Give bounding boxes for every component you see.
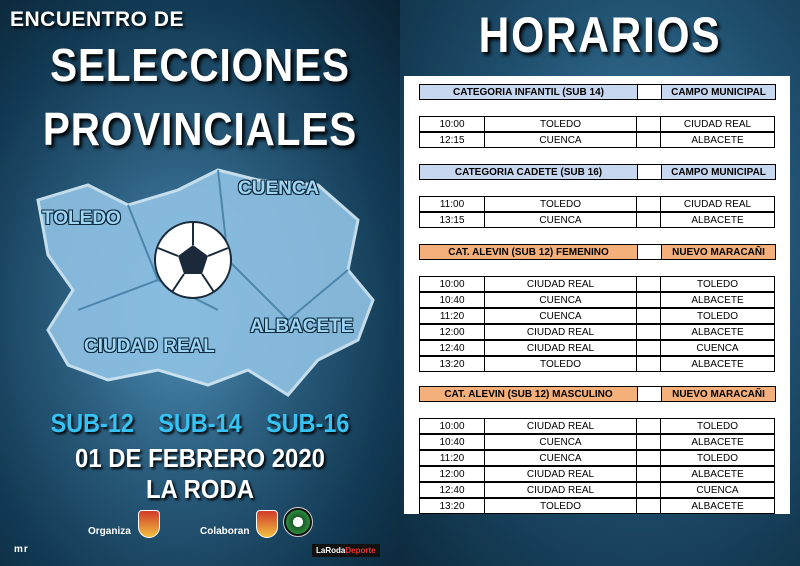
- gap-cell: [636, 340, 661, 356]
- gap-cell: [636, 212, 661, 228]
- table-row: [419, 482, 778, 498]
- match-home: CIUDAD REAL: [484, 276, 637, 292]
- match-away: ALBACETE: [660, 324, 775, 340]
- table-row: [419, 132, 778, 148]
- match-home: CUENCA: [484, 292, 637, 308]
- gap-cell: [636, 196, 661, 212]
- match-away: TOLEDO: [660, 276, 775, 292]
- match-home: CIUDAD REAL: [484, 324, 637, 340]
- match-time: 11:20: [419, 450, 485, 466]
- match-away: TOLEDO: [660, 418, 775, 434]
- match-away: TOLEDO: [660, 308, 775, 324]
- match-away: ALBACETE: [660, 466, 775, 482]
- match-away: TOLEDO: [660, 450, 775, 466]
- table-row: [419, 324, 778, 340]
- gap-cell: [636, 482, 661, 498]
- table-row: [419, 116, 778, 132]
- organizer-crest-icon: [138, 510, 160, 538]
- match-home: TOLEDO: [484, 196, 637, 212]
- match-home: TOLEDO: [484, 498, 637, 514]
- gap-cell: [636, 116, 661, 132]
- table-row: [419, 308, 778, 324]
- watermark-mark: mr: [14, 544, 29, 555]
- poster-title-line-1: SELECCIONES: [50, 39, 350, 91]
- section-header: [419, 244, 778, 260]
- categories: [20, 408, 380, 439]
- schedule-sheet: [404, 76, 790, 514]
- province-ciudad-real: CIUDAD REAL: [84, 336, 215, 357]
- section-venue: CAMPO MUNICIPAL: [661, 164, 776, 180]
- poster-subtitle: ENCUENTRO DE: [10, 8, 185, 31]
- brand-part-1: LaRoda: [316, 546, 346, 555]
- match-away: CIUDAD REAL: [660, 196, 775, 212]
- category-sub14: SUB-14: [158, 408, 242, 438]
- table-row: [419, 356, 778, 372]
- match-home: CUENCA: [484, 450, 637, 466]
- organiza-label: Organiza: [88, 526, 131, 537]
- category-sub12: SUB-12: [50, 408, 134, 438]
- match-away: ALBACETE: [660, 212, 775, 228]
- match-home: CUENCA: [484, 212, 637, 228]
- match-time: 10:00: [419, 418, 485, 434]
- table-row: [419, 292, 778, 308]
- table-row: [419, 498, 778, 514]
- match-away: ALBACETE: [660, 498, 775, 514]
- match-time: 10:00: [419, 116, 485, 132]
- region-map: [18, 160, 388, 400]
- match-away: CUENCA: [660, 482, 775, 498]
- province-toledo: TOLEDO: [42, 208, 121, 229]
- match-home: CIUDAD REAL: [484, 466, 637, 482]
- match-home: TOLEDO: [484, 356, 637, 372]
- match-away: CUENCA: [660, 340, 775, 356]
- gap-cell: [636, 418, 661, 434]
- section-header: [419, 84, 778, 100]
- gap-cell: [636, 292, 661, 308]
- match-time: 11:00: [419, 196, 485, 212]
- match-home: CIUDAD REAL: [484, 418, 637, 434]
- section-category: CAT. ALEVIN (SUB 12) MASCULINO: [419, 386, 638, 402]
- schedule-title: HORARIOS: [478, 7, 722, 63]
- gap-cell: [637, 244, 662, 260]
- section-venue: NUEVO MARACAÑI: [661, 386, 776, 402]
- gap-cell: [636, 308, 661, 324]
- gap-cell: [637, 386, 662, 402]
- colaboran-label: Colaboran: [200, 526, 250, 537]
- table-row: [419, 434, 778, 450]
- gap-cell: [637, 164, 662, 180]
- match-home: CIUDAD REAL: [484, 482, 637, 498]
- table-row: [419, 466, 778, 482]
- match-home: CUENCA: [484, 132, 637, 148]
- collaborator-crest-icon: [256, 510, 278, 538]
- table-row: [419, 196, 778, 212]
- table-row: [419, 212, 778, 228]
- table-row: [419, 276, 778, 292]
- match-time: 13:20: [419, 356, 485, 372]
- poster-title-line-2: PROVINCIALES: [42, 103, 358, 155]
- match-time: 13:15: [419, 212, 485, 228]
- match-time: 13:20: [419, 498, 485, 514]
- section-header: [419, 164, 778, 180]
- match-away: ALBACETE: [660, 434, 775, 450]
- gap-cell: [637, 84, 662, 100]
- gap-cell: [636, 356, 661, 372]
- section-venue: CAMPO MUNICIPAL: [661, 84, 776, 100]
- collaborator-badge-icon: [283, 507, 313, 537]
- match-home: CUENCA: [484, 434, 637, 450]
- gap-cell: [636, 276, 661, 292]
- section-category: CATEGORIA CADETE (SUB 16): [419, 164, 638, 180]
- match-away: ALBACETE: [660, 356, 775, 372]
- match-time: 12:00: [419, 466, 485, 482]
- match-time: 10:40: [419, 292, 485, 308]
- match-time: 12:15: [419, 132, 485, 148]
- match-home: CIUDAD REAL: [484, 340, 637, 356]
- province-cuenca: CUENCA: [238, 178, 320, 199]
- section-category: CATEGORIA INFANTIL (SUB 14): [419, 84, 638, 100]
- match-away: CIUDAD REAL: [660, 116, 775, 132]
- province-albacete: ALBACETE: [250, 316, 354, 337]
- gap-cell: [636, 434, 661, 450]
- section-header: [419, 386, 778, 402]
- event-place: LA RODA: [145, 474, 255, 504]
- match-away: ALBACETE: [660, 132, 775, 148]
- brand-label: [312, 544, 380, 557]
- category-sub16: SUB-16: [266, 408, 350, 438]
- match-time: 11:20: [419, 308, 485, 324]
- brand-part-2: Deporte: [345, 546, 376, 555]
- match-time: 10:40: [419, 434, 485, 450]
- gap-cell: [636, 466, 661, 482]
- match-away: ALBACETE: [660, 292, 775, 308]
- match-time: 10:00: [419, 276, 485, 292]
- match-time: 12:40: [419, 340, 485, 356]
- gap-cell: [636, 324, 661, 340]
- section-category: CAT. ALEVIN (SUB 12) FEMENINO: [419, 244, 638, 260]
- table-row: [419, 418, 778, 434]
- match-home: CUENCA: [484, 308, 637, 324]
- gap-cell: [636, 132, 661, 148]
- gap-cell: [636, 450, 661, 466]
- match-time: 12:00: [419, 324, 485, 340]
- table-row: [419, 340, 778, 356]
- match-home: TOLEDO: [484, 116, 637, 132]
- table-row: [419, 450, 778, 466]
- event-date: 01 DE FEBRERO 2020: [75, 443, 325, 473]
- section-venue: NUEVO MARACAÑI: [661, 244, 776, 260]
- gap-cell: [636, 498, 661, 514]
- match-time: 12:40: [419, 482, 485, 498]
